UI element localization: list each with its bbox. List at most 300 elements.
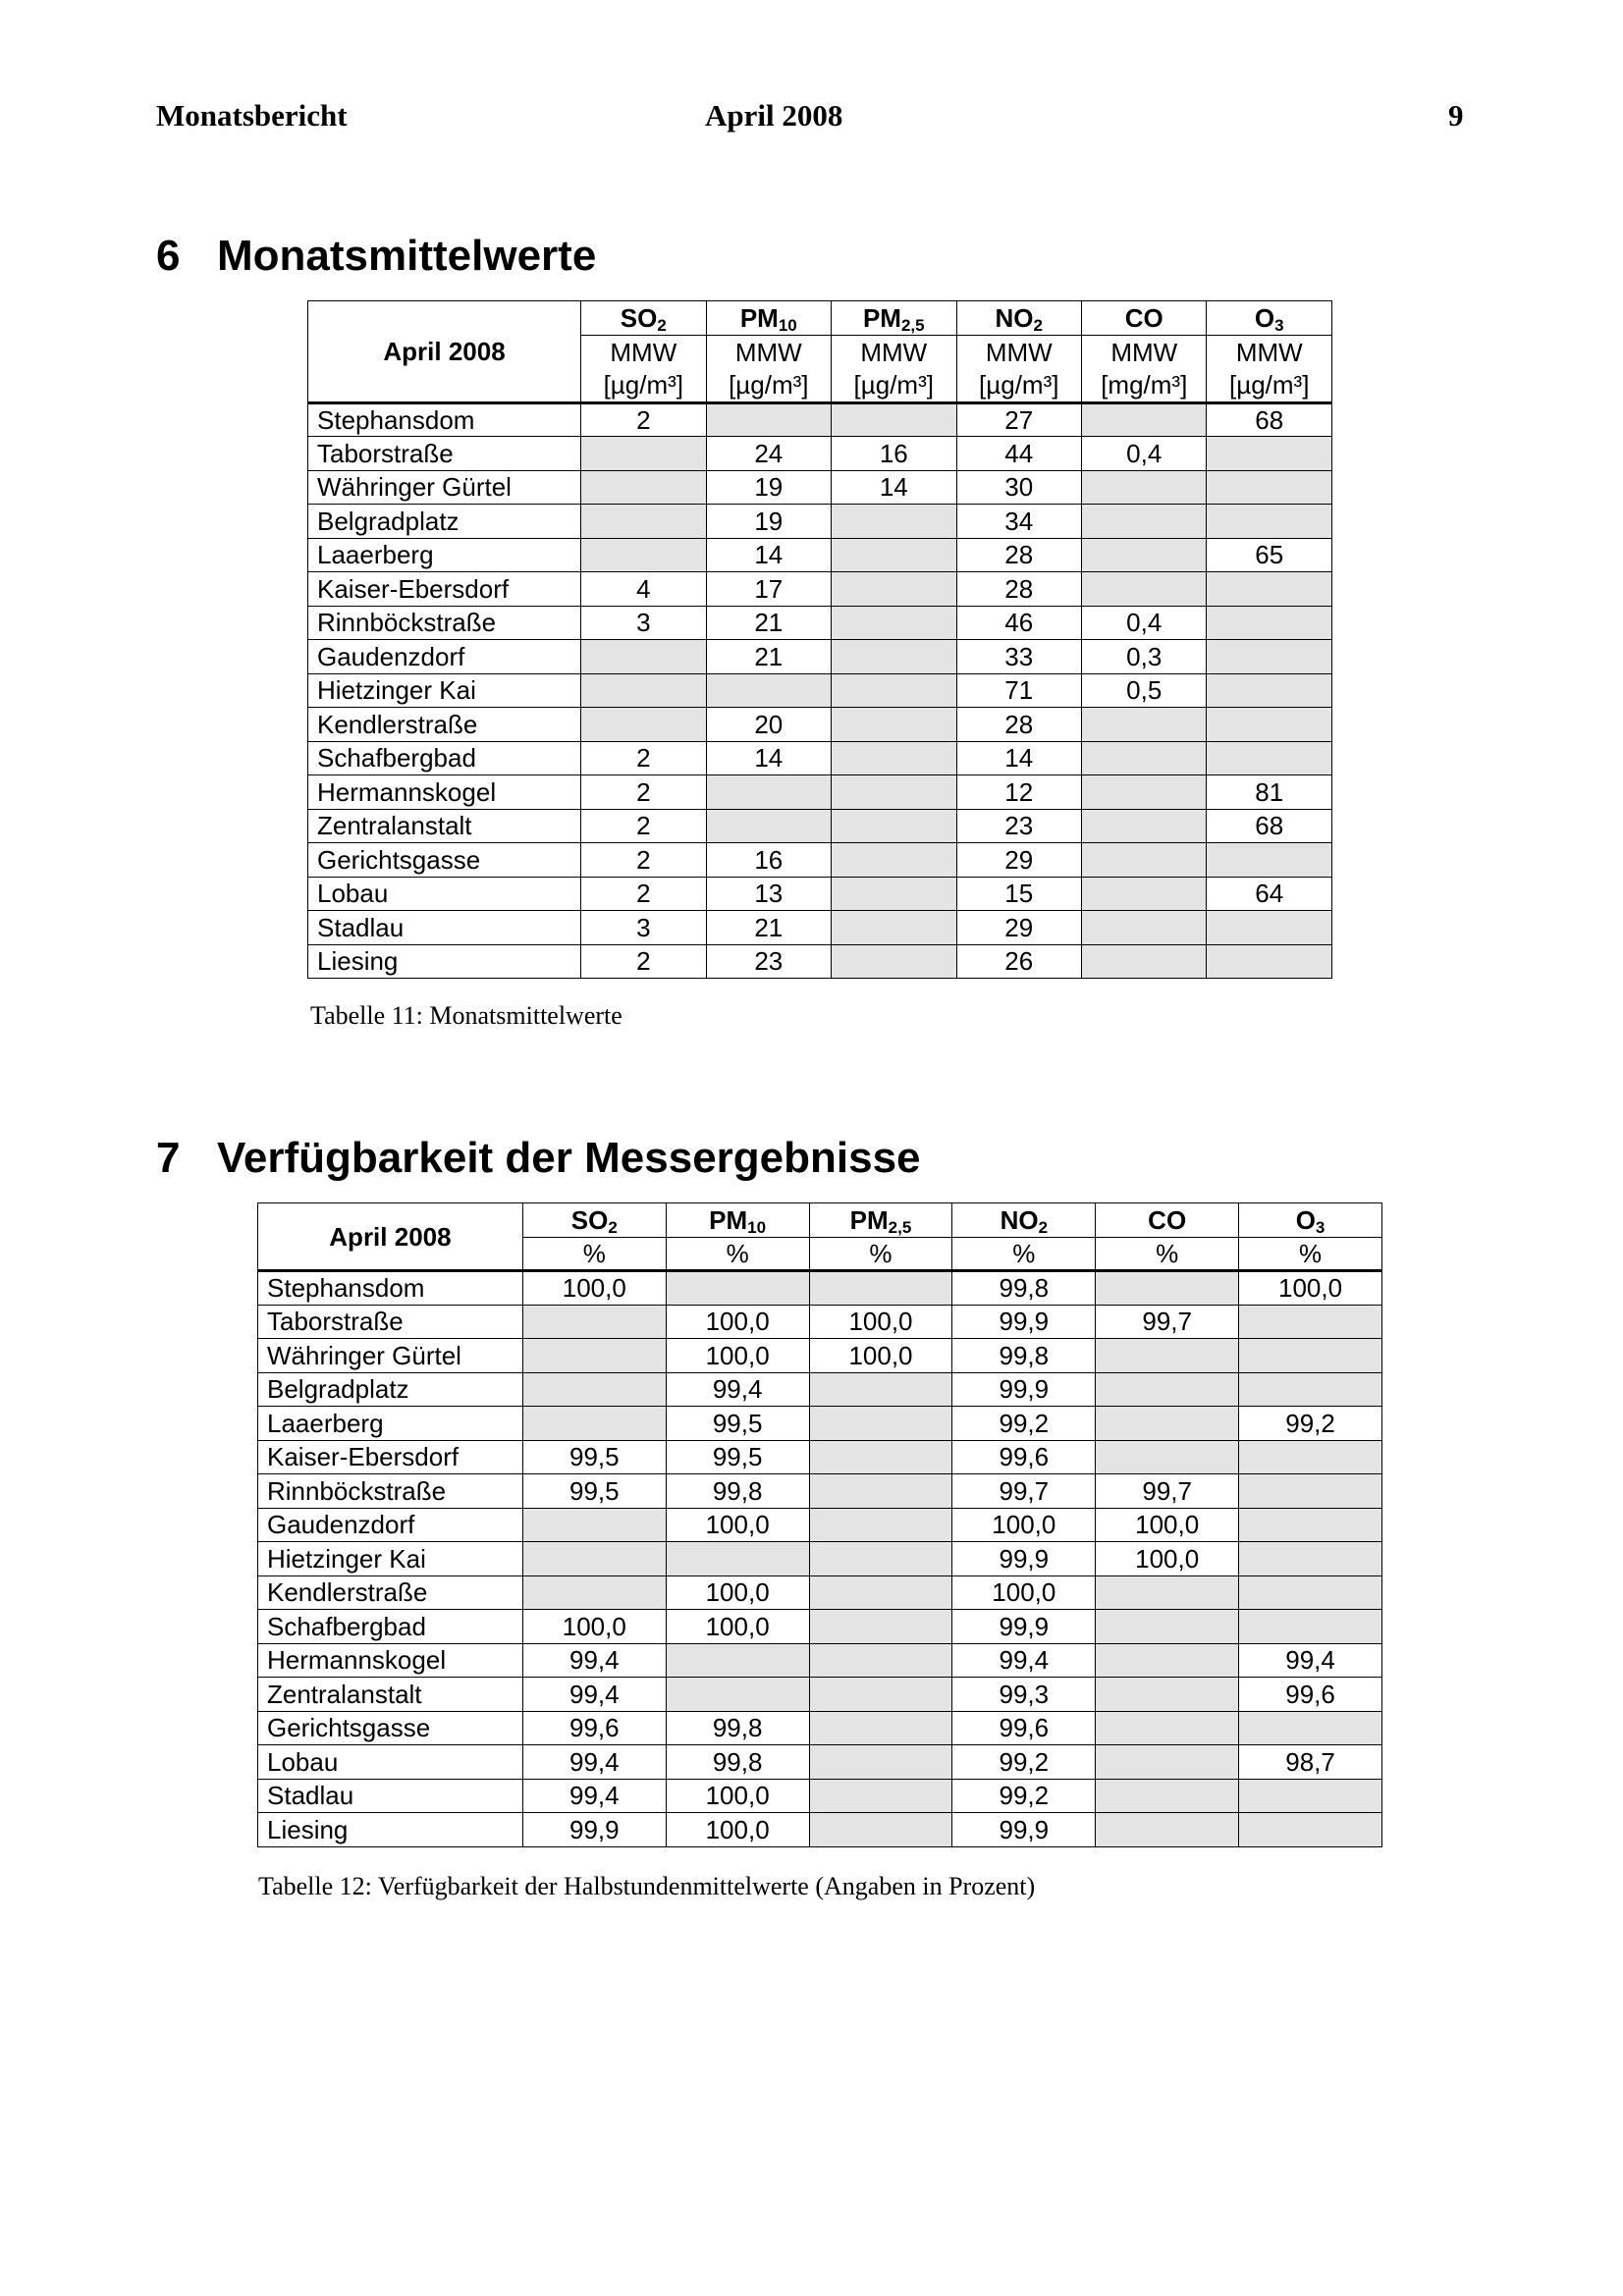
table-row — [308, 673, 1332, 708]
table-row — [258, 1372, 1382, 1407]
empty-cell — [832, 640, 956, 674]
column-header: $PM_{2,5}$ — [809, 1203, 952, 1238]
column-measure: MMW — [1082, 335, 1207, 369]
empty-cell — [1082, 470, 1207, 505]
value-cell: 2 — [581, 944, 706, 979]
station-name: Kaiser-Ebersdorf — [258, 1440, 523, 1474]
empty-cell — [1096, 1678, 1239, 1712]
value-cell: 100,0 — [666, 1508, 809, 1542]
value-cell: 99,5 — [522, 1440, 666, 1474]
empty-cell — [832, 505, 956, 539]
empty-cell — [1207, 911, 1332, 945]
station-name: Hermannskogel — [308, 775, 581, 810]
value-cell: 99,8 — [952, 1271, 1096, 1306]
empty-cell — [1096, 1440, 1239, 1474]
column-header: $PM_{2,5}$ — [832, 301, 956, 336]
value-cell: 29 — [956, 911, 1081, 945]
station-name: Gerichtsgasse — [258, 1711, 523, 1745]
value-cell: 99,8 — [666, 1474, 809, 1509]
empty-cell — [522, 1575, 666, 1610]
empty-cell — [1207, 843, 1332, 878]
value-cell: 99,9 — [522, 1813, 666, 1847]
empty-cell — [1082, 572, 1207, 607]
value-cell: 99,6 — [1239, 1678, 1382, 1712]
value-cell: 17 — [706, 572, 831, 607]
station-name: Stephansdom — [258, 1271, 523, 1306]
value-cell: 68 — [1207, 402, 1332, 437]
table-row — [258, 1643, 1382, 1678]
value-cell: 99,7 — [1096, 1474, 1239, 1509]
value-cell: 99,9 — [952, 1813, 1096, 1847]
value-cell: 12 — [956, 775, 1081, 810]
section-heading-6 — [156, 232, 596, 281]
table-caption: Tabelle 12: Verfügbarkeit der Halbstundenmittelwerte (Angaben in Prozent) — [258, 1872, 1036, 1900]
value-cell: 100,0 — [522, 1610, 666, 1644]
empty-cell — [832, 538, 956, 572]
value-cell: 15 — [956, 877, 1081, 911]
value-cell: 99,7 — [1096, 1305, 1239, 1339]
column-header: $SO_2$ — [581, 301, 706, 336]
value-cell: 34 — [956, 505, 1081, 539]
table-row — [258, 1575, 1382, 1610]
table-row — [308, 402, 1332, 437]
empty-cell — [1096, 1575, 1239, 1610]
empty-cell — [809, 1678, 952, 1712]
value-cell: 2 — [581, 843, 706, 878]
station-name: Zentralanstalt — [258, 1678, 523, 1712]
empty-cell — [832, 944, 956, 979]
station-name: Zentralanstalt — [308, 809, 581, 843]
empty-cell — [809, 1271, 952, 1306]
table-row — [258, 1474, 1382, 1509]
empty-cell — [1239, 1339, 1382, 1373]
value-cell: 100,0 — [1096, 1508, 1239, 1542]
station-name: Belgradplatz — [258, 1372, 523, 1407]
station-name: Stadlau — [258, 1779, 523, 1813]
column-unit: [µg/m³] — [706, 369, 831, 403]
value-cell: 99,7 — [952, 1474, 1096, 1509]
empty-cell — [832, 741, 956, 775]
empty-cell — [809, 1474, 952, 1509]
empty-cell — [581, 437, 706, 471]
empty-cell — [1082, 775, 1207, 810]
value-cell: 99,6 — [952, 1440, 1096, 1474]
column-header: $PM_{10}$ — [666, 1203, 809, 1238]
station-name: Hietzinger Kai — [308, 673, 581, 708]
value-cell: 100,0 — [666, 1575, 809, 1610]
station-name: Lobau — [258, 1745, 523, 1780]
empty-cell — [1096, 1339, 1239, 1373]
value-cell: 30 — [956, 470, 1081, 505]
column-measure: MMW — [581, 335, 706, 369]
empty-cell — [1239, 1372, 1382, 1407]
value-cell: 24 — [706, 437, 831, 471]
empty-cell — [1207, 437, 1332, 471]
empty-cell — [1082, 877, 1207, 911]
column-header: $NO_2$ — [956, 301, 1081, 336]
empty-cell — [522, 1305, 666, 1339]
table-row — [258, 1407, 1382, 1441]
empty-cell — [832, 572, 956, 607]
value-cell: 3 — [581, 911, 706, 945]
value-cell: 2 — [581, 877, 706, 911]
table-row — [258, 1610, 1382, 1644]
empty-cell — [581, 673, 706, 708]
table-row — [308, 470, 1332, 505]
table-row — [308, 775, 1332, 810]
value-cell: 2 — [581, 809, 706, 843]
empty-cell — [1082, 708, 1207, 742]
empty-cell — [809, 1745, 952, 1780]
value-cell: 28 — [956, 572, 1081, 607]
column-header: $SO_2$ — [522, 1203, 666, 1238]
empty-cell — [832, 775, 956, 810]
table-row — [308, 437, 1332, 471]
empty-cell — [809, 1542, 952, 1576]
value-cell: 29 — [956, 843, 1081, 878]
value-cell: 4 — [581, 572, 706, 607]
station-name: Schafbergbad — [258, 1610, 523, 1644]
empty-cell — [1207, 572, 1332, 607]
station-name: Gaudenzdorf — [308, 640, 581, 674]
value-cell: 99,5 — [666, 1407, 809, 1441]
table-row — [258, 1440, 1382, 1474]
column-unit: [µg/m³] — [956, 369, 1081, 403]
section-title: Verfügbarkeit der Messergebnisse — [217, 1134, 921, 1182]
table-corner: April 2008 — [308, 301, 581, 403]
station-name: Stadlau — [308, 911, 581, 945]
value-cell: 14 — [832, 470, 956, 505]
empty-cell — [1207, 606, 1332, 640]
empty-cell — [522, 1542, 666, 1576]
table-row — [308, 843, 1332, 878]
value-cell: 99,8 — [666, 1745, 809, 1780]
column-unit: % — [1096, 1237, 1239, 1271]
empty-cell — [522, 1508, 666, 1542]
value-cell: 0,5 — [1082, 673, 1207, 708]
column-measure: MMW — [832, 335, 956, 369]
value-cell: 19 — [706, 505, 831, 539]
value-cell: 28 — [956, 708, 1081, 742]
empty-cell — [809, 1575, 952, 1610]
empty-cell — [1082, 911, 1207, 945]
column-header: $O_3$ — [1207, 301, 1332, 336]
empty-cell — [1239, 1779, 1382, 1813]
empty-cell — [1239, 1610, 1382, 1644]
empty-cell — [809, 1508, 952, 1542]
availability-table — [257, 1202, 1382, 1847]
value-cell: 99,4 — [522, 1745, 666, 1780]
empty-cell — [1239, 1813, 1382, 1847]
value-cell: 98,7 — [1239, 1745, 1382, 1780]
value-cell: 21 — [706, 911, 831, 945]
station-name: Gerichtsgasse — [308, 843, 581, 878]
station-name: Laaerberg — [308, 538, 581, 572]
page-number: 9 — [1448, 98, 1464, 133]
column-unit: [µg/m³] — [581, 369, 706, 403]
empty-cell — [1096, 1407, 1239, 1441]
empty-cell — [1207, 708, 1332, 742]
column-unit: % — [666, 1237, 809, 1271]
value-cell: 99,9 — [952, 1610, 1096, 1644]
value-cell: 64 — [1207, 877, 1332, 911]
empty-cell — [809, 1813, 952, 1847]
empty-cell — [706, 775, 831, 810]
value-cell: 16 — [832, 437, 956, 471]
value-cell: 99,4 — [952, 1643, 1096, 1678]
value-cell: 71 — [956, 673, 1081, 708]
table-row — [308, 572, 1332, 607]
empty-cell — [522, 1407, 666, 1441]
station-name: Rinnböckstraße — [258, 1474, 523, 1509]
value-cell: 99,4 — [522, 1643, 666, 1678]
table-row — [308, 538, 1332, 572]
table-row — [258, 1813, 1382, 1847]
column-header: CO — [1096, 1203, 1239, 1238]
table-row — [258, 1508, 1382, 1542]
column-header: $PM_{10}$ — [706, 301, 831, 336]
empty-cell — [1096, 1745, 1239, 1780]
station-name: Kaiser-Ebersdorf — [308, 572, 581, 607]
monthly-means-table — [307, 300, 1332, 979]
station-name: Hietzinger Kai — [258, 1542, 523, 1576]
column-header: CO — [1082, 301, 1207, 336]
table-row — [308, 877, 1332, 911]
table-row — [258, 1711, 1382, 1745]
value-cell: 68 — [1207, 809, 1332, 843]
value-cell: 0,3 — [1082, 640, 1207, 674]
table-row — [258, 1678, 1382, 1712]
empty-cell — [1082, 538, 1207, 572]
column-unit: % — [522, 1237, 666, 1271]
empty-cell — [832, 673, 956, 708]
empty-cell — [809, 1407, 952, 1441]
empty-cell — [581, 470, 706, 505]
value-cell: 19 — [706, 470, 831, 505]
value-cell: 46 — [956, 606, 1081, 640]
value-cell: 23 — [956, 809, 1081, 843]
empty-cell — [809, 1711, 952, 1745]
value-cell: 0,4 — [1082, 437, 1207, 471]
report-title: Monatsbericht — [156, 98, 348, 133]
value-cell: 100,0 — [1239, 1271, 1382, 1306]
station-name: Stephansdom — [308, 402, 581, 437]
empty-cell — [832, 402, 956, 437]
empty-cell — [809, 1643, 952, 1678]
value-cell: 99,6 — [952, 1711, 1096, 1745]
column-unit: [µg/m³] — [832, 369, 956, 403]
report-month: April 2008 — [705, 98, 843, 133]
table-row — [308, 505, 1332, 539]
empty-cell — [1239, 1508, 1382, 1542]
empty-cell — [1082, 843, 1207, 878]
value-cell: 27 — [956, 402, 1081, 437]
empty-cell — [1239, 1711, 1382, 1745]
station-name: Laaerberg — [258, 1407, 523, 1441]
empty-cell — [1096, 1643, 1239, 1678]
empty-cell — [1239, 1305, 1382, 1339]
value-cell: 44 — [956, 437, 1081, 471]
column-unit: [mg/m³] — [1082, 369, 1207, 403]
column-measure: MMW — [1207, 335, 1332, 369]
column-unit: [µg/m³] — [1207, 369, 1332, 403]
empty-cell — [1207, 640, 1332, 674]
empty-cell — [706, 402, 831, 437]
value-cell: 99,5 — [666, 1440, 809, 1474]
empty-cell — [832, 911, 956, 945]
station-name: Kendlerstraße — [258, 1575, 523, 1610]
value-cell: 100,0 — [666, 1813, 809, 1847]
station-name: Belgradplatz — [308, 505, 581, 539]
value-cell: 99,9 — [952, 1542, 1096, 1576]
station-name: Lobau — [308, 877, 581, 911]
column-unit: % — [952, 1237, 1096, 1271]
empty-cell — [1082, 402, 1207, 437]
column-header: $NO_2$ — [952, 1203, 1096, 1238]
empty-cell — [809, 1372, 952, 1407]
station-name: Schafbergbad — [308, 741, 581, 775]
value-cell: 65 — [1207, 538, 1332, 572]
empty-cell — [809, 1779, 952, 1813]
empty-cell — [832, 708, 956, 742]
value-cell: 99,9 — [952, 1372, 1096, 1407]
table-row — [308, 911, 1332, 945]
empty-cell — [1239, 1575, 1382, 1610]
empty-cell — [1239, 1440, 1382, 1474]
station-name: Liesing — [308, 944, 581, 979]
empty-cell — [581, 640, 706, 674]
empty-cell — [1239, 1542, 1382, 1576]
table-row — [308, 741, 1332, 775]
empty-cell — [1207, 470, 1332, 505]
empty-cell — [706, 809, 831, 843]
empty-cell — [1207, 505, 1332, 539]
empty-cell — [666, 1271, 809, 1306]
empty-cell — [832, 606, 956, 640]
value-cell: 81 — [1207, 775, 1332, 810]
station-name: Hermannskogel — [258, 1643, 523, 1678]
empty-cell — [1096, 1372, 1239, 1407]
table-row — [258, 1271, 1382, 1306]
value-cell: 2 — [581, 741, 706, 775]
station-name: Kendlerstraße — [308, 708, 581, 742]
value-cell: 14 — [706, 538, 831, 572]
value-cell: 33 — [956, 640, 1081, 674]
section-number: 7 — [156, 1134, 181, 1182]
value-cell: 23 — [706, 944, 831, 979]
value-cell: 100,0 — [809, 1305, 952, 1339]
value-cell: 100,0 — [666, 1779, 809, 1813]
column-unit: % — [1239, 1237, 1382, 1271]
empty-cell — [706, 673, 831, 708]
table-row — [308, 708, 1332, 742]
value-cell: 99,4 — [666, 1372, 809, 1407]
empty-cell — [1096, 1271, 1239, 1306]
empty-cell — [1207, 741, 1332, 775]
empty-cell — [522, 1372, 666, 1407]
section-heading-7 — [156, 1134, 921, 1183]
station-name: Währinger Gürtel — [258, 1339, 523, 1373]
empty-cell — [832, 877, 956, 911]
table-row — [258, 1779, 1382, 1813]
value-cell: 100,0 — [952, 1508, 1096, 1542]
column-unit: % — [809, 1237, 952, 1271]
table-row — [308, 809, 1332, 843]
value-cell: 99,2 — [952, 1407, 1096, 1441]
empty-cell — [666, 1542, 809, 1576]
value-cell: 99,4 — [522, 1678, 666, 1712]
empty-cell — [1207, 673, 1332, 708]
value-cell: 20 — [706, 708, 831, 742]
value-cell: 99,8 — [952, 1339, 1096, 1373]
station-name: Rinnböckstraße — [308, 606, 581, 640]
value-cell: 26 — [956, 944, 1081, 979]
value-cell: 99,8 — [666, 1711, 809, 1745]
value-cell: 99,2 — [1239, 1407, 1382, 1441]
value-cell: 21 — [706, 606, 831, 640]
column-measure: MMW — [956, 335, 1081, 369]
value-cell: 13 — [706, 877, 831, 911]
empty-cell — [1207, 944, 1332, 979]
empty-cell — [1082, 741, 1207, 775]
empty-cell — [1082, 944, 1207, 979]
table-row — [308, 606, 1332, 640]
value-cell: 3 — [581, 606, 706, 640]
value-cell: 99,5 — [522, 1474, 666, 1509]
value-cell: 99,6 — [522, 1711, 666, 1745]
section-title: Monatsmittelwerte — [217, 232, 597, 280]
value-cell: 16 — [706, 843, 831, 878]
station-name: Taborstraße — [308, 437, 581, 471]
empty-cell — [809, 1440, 952, 1474]
empty-cell — [581, 708, 706, 742]
empty-cell — [1239, 1474, 1382, 1509]
value-cell: 99,4 — [522, 1779, 666, 1813]
table-corner: April 2008 — [258, 1203, 523, 1271]
empty-cell — [666, 1678, 809, 1712]
value-cell: 2 — [581, 775, 706, 810]
empty-cell — [1082, 505, 1207, 539]
value-cell: 100,0 — [952, 1575, 1096, 1610]
empty-cell — [581, 505, 706, 539]
table-row — [258, 1542, 1382, 1576]
column-measure: MMW — [706, 335, 831, 369]
value-cell: 0,4 — [1082, 606, 1207, 640]
station-name: Liesing — [258, 1813, 523, 1847]
value-cell: 100,0 — [1096, 1542, 1239, 1576]
empty-cell — [809, 1610, 952, 1644]
value-cell: 100,0 — [522, 1271, 666, 1306]
value-cell: 99,3 — [952, 1678, 1096, 1712]
table-row — [258, 1745, 1382, 1780]
section-number: 6 — [156, 232, 181, 280]
value-cell: 100,0 — [666, 1610, 809, 1644]
value-cell: 100,0 — [666, 1305, 809, 1339]
empty-cell — [522, 1339, 666, 1373]
empty-cell — [1096, 1711, 1239, 1745]
value-cell: 14 — [956, 741, 1081, 775]
value-cell: 21 — [706, 640, 831, 674]
empty-cell — [581, 538, 706, 572]
value-cell: 99,4 — [1239, 1643, 1382, 1678]
table-row — [308, 640, 1332, 674]
value-cell: 2 — [581, 402, 706, 437]
value-cell: 99,9 — [952, 1305, 1096, 1339]
value-cell: 99,2 — [952, 1745, 1096, 1780]
empty-cell — [1096, 1610, 1239, 1644]
value-cell: 100,0 — [809, 1339, 952, 1373]
value-cell: 99,2 — [952, 1779, 1096, 1813]
